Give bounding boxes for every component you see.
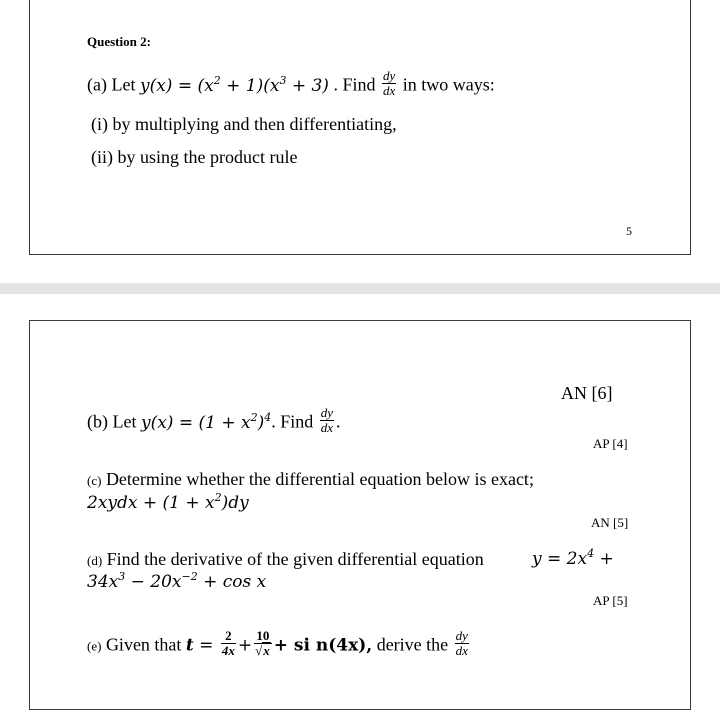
part-e-text: Given that (101, 634, 186, 655)
page-1 (29, 0, 691, 255)
part-a-ii: (ii) by using the product rule (91, 147, 298, 167)
page-number: 5 (626, 224, 632, 238)
part-d-line (87, 548, 484, 570)
part-a-find: . Find (328, 74, 380, 95)
page-2 (29, 320, 691, 710)
part-b-find: . Find (271, 411, 318, 432)
mark-an6: AN [6] (561, 383, 613, 403)
part-a-suffix: in two ways: (398, 74, 495, 95)
part-c-text: Determine whether the differential equation below is exact; (101, 469, 534, 489)
mark-ap4: AP [4] (593, 436, 628, 451)
part-b-function: $y(x) = (1 + x^2)^4$ (140, 410, 272, 433)
part-a-function: $y(x) = (x^2 + 1)(x^3 + 3)$ (139, 73, 329, 96)
mark-ap5: AP [5] (593, 593, 628, 608)
part-c-line (87, 468, 534, 490)
question-heading: Question 2: (87, 34, 151, 49)
part-e-t: t (185, 635, 194, 656)
part-b-prefix: (b) Let (87, 411, 141, 432)
part-e-label: (e) (87, 638, 102, 654)
part-e-line (87, 628, 471, 661)
part-d-label: (d) (87, 553, 103, 568)
part-a-i: (i) by multiplying and then differentiating, (91, 114, 397, 134)
dy-dx-fraction: $\frac{dy}{dx}$ (455, 628, 468, 658)
part-c-equation: 2xydx + $(1 + x^2)dy$ (87, 491, 249, 513)
mark-an5: AN [5] (591, 515, 629, 530)
part-b-line (87, 405, 341, 438)
part-a-prefix: (a) Let (87, 74, 140, 95)
part-e-equals: = (193, 635, 219, 656)
part-e-sin: + si n(4x), (273, 635, 373, 656)
part-b-dot: . (336, 411, 341, 432)
page-separator (0, 283, 720, 294)
part-e-plus: + (237, 635, 253, 656)
part-d-equation-2: $34x^3 - 20x^{-2} + \cos x$ (87, 570, 267, 592)
dy-dx-fraction: $\frac{dy}{dx}$ (382, 68, 396, 98)
part-c-label: (c) (87, 473, 102, 488)
fraction-10-over-sqrt-x: $\frac{10}{√x}$ (255, 628, 270, 658)
part-a-line (87, 68, 495, 101)
dy-dx-fraction: $\frac{dy}{dx}$ (320, 405, 334, 435)
part-d-equation-1: $y = 2x^4$ + (532, 547, 614, 569)
fraction-2-over-4x: $\frac{2}{4x}$ (221, 628, 235, 658)
part-e-derive: derive the (372, 634, 453, 655)
part-d-text: Find the derivative of the given differential equation (102, 549, 484, 569)
